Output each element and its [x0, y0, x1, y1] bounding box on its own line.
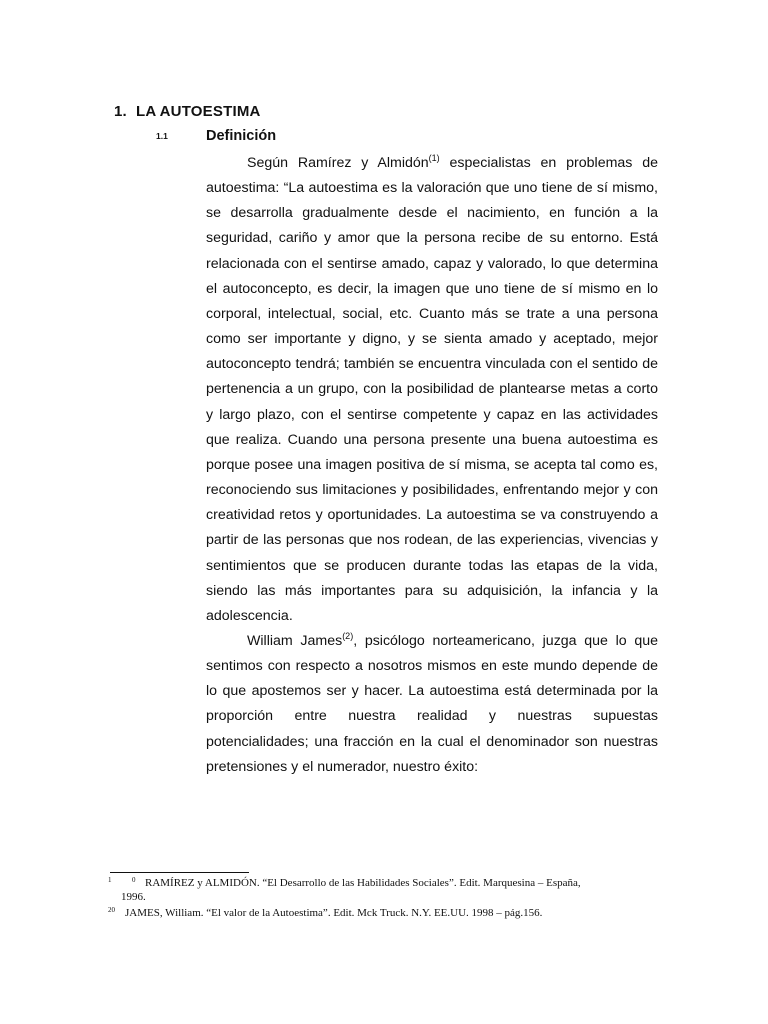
chapter-heading: [114, 103, 261, 120]
section-number: 1.1: [156, 131, 168, 141]
footnote-1-continuation: 1996.: [121, 891, 146, 903]
body-text: [206, 151, 658, 780]
footnote-2-text: JAMES, William. “El valor de la Autoestima”. Edit. Mck Truck. N.Y. EE.UU. 1998 – pág.156.: [125, 907, 543, 919]
section-title: Definición: [206, 128, 277, 144]
paragraph-1: [206, 151, 658, 629]
paragraph-1-text: especialistas en problemas de autoestima: “La autoestima es la valoración que uno tiene de sí mismo, se desarrolla gradualmente desde el nacimiento, en función a la seguridad, cariño y amor que la persona recibe de su entorno. Está relacionada con el sentirse amado, capaz y valorado, lo que determina el autoconcepto, es decir, la imagen que uno tiene de sí mismo en lo corporal, intelectual, social, etc. Cuanto más se trate a una persona como ser importante y digno, y se sienta amado y aceptado, mejor autoconcepto tendrá; también se encuentra vinculada con el sentido de pertenencia a un grupo, con la posibilidad de plantearse metas a corto y largo plazo, con el sentirse competente y capaz en las actividades que realiza. Cuando una persona presente una buena autoestima es porque posee una imagen positiva de sí misma, se acepta tal como es, reconociendo sus limitaciones y posibilidades, enfrentando mejor y con creatividad retos y oportunidades. La autoestima se va construyendo a partir de las personas que nos rodean, de las experiencias, vivencias y sentimientos que se producen durante todas las etapas de la vida, siendo las más importantes para su adquisición, la infancia y la adolescencia.: [206, 155, 658, 624]
paragraph-2-text: , psicólogo norteamericano, juzga que lo que sentimos con respecto a nosotros mismos en este mundo depende de lo que apostemos ser y hacer. La autoestima está determinada por la proporción entre nuestra realidad y nuestras supuestas potencialidades; una fracción en la cual el denominador son nuestras pretensiones y el numerador, nuestro éxito:: [206, 632, 659, 775]
footnote-ref-1: (1): [428, 153, 440, 163]
paragraph-1-lead: Según Ramírez y Almidón: [247, 155, 429, 171]
footnote-1-marker-2: 0: [132, 876, 136, 884]
paragraph-2-lead: William James: [247, 632, 343, 649]
footnote-1-marker: 1: [108, 876, 112, 884]
footnote-separator: [110, 872, 249, 873]
footnote-1-text: RAMÍREZ y ALMIDÓN. “El Desarrollo de las Habilidades Sociales”. Edit. Marquesina – España,: [145, 877, 581, 889]
footnote-ref-2: (2): [342, 630, 354, 641]
chapter-number: 1.: [114, 103, 127, 120]
chapter-title: LA AUTOESTIMA: [136, 103, 261, 120]
footnotes: [108, 876, 660, 922]
footnote-2: [108, 906, 660, 920]
paragraph-2: [206, 629, 658, 780]
footnote-2-marker: 20: [108, 906, 115, 914]
footnote-1: [108, 876, 660, 904]
